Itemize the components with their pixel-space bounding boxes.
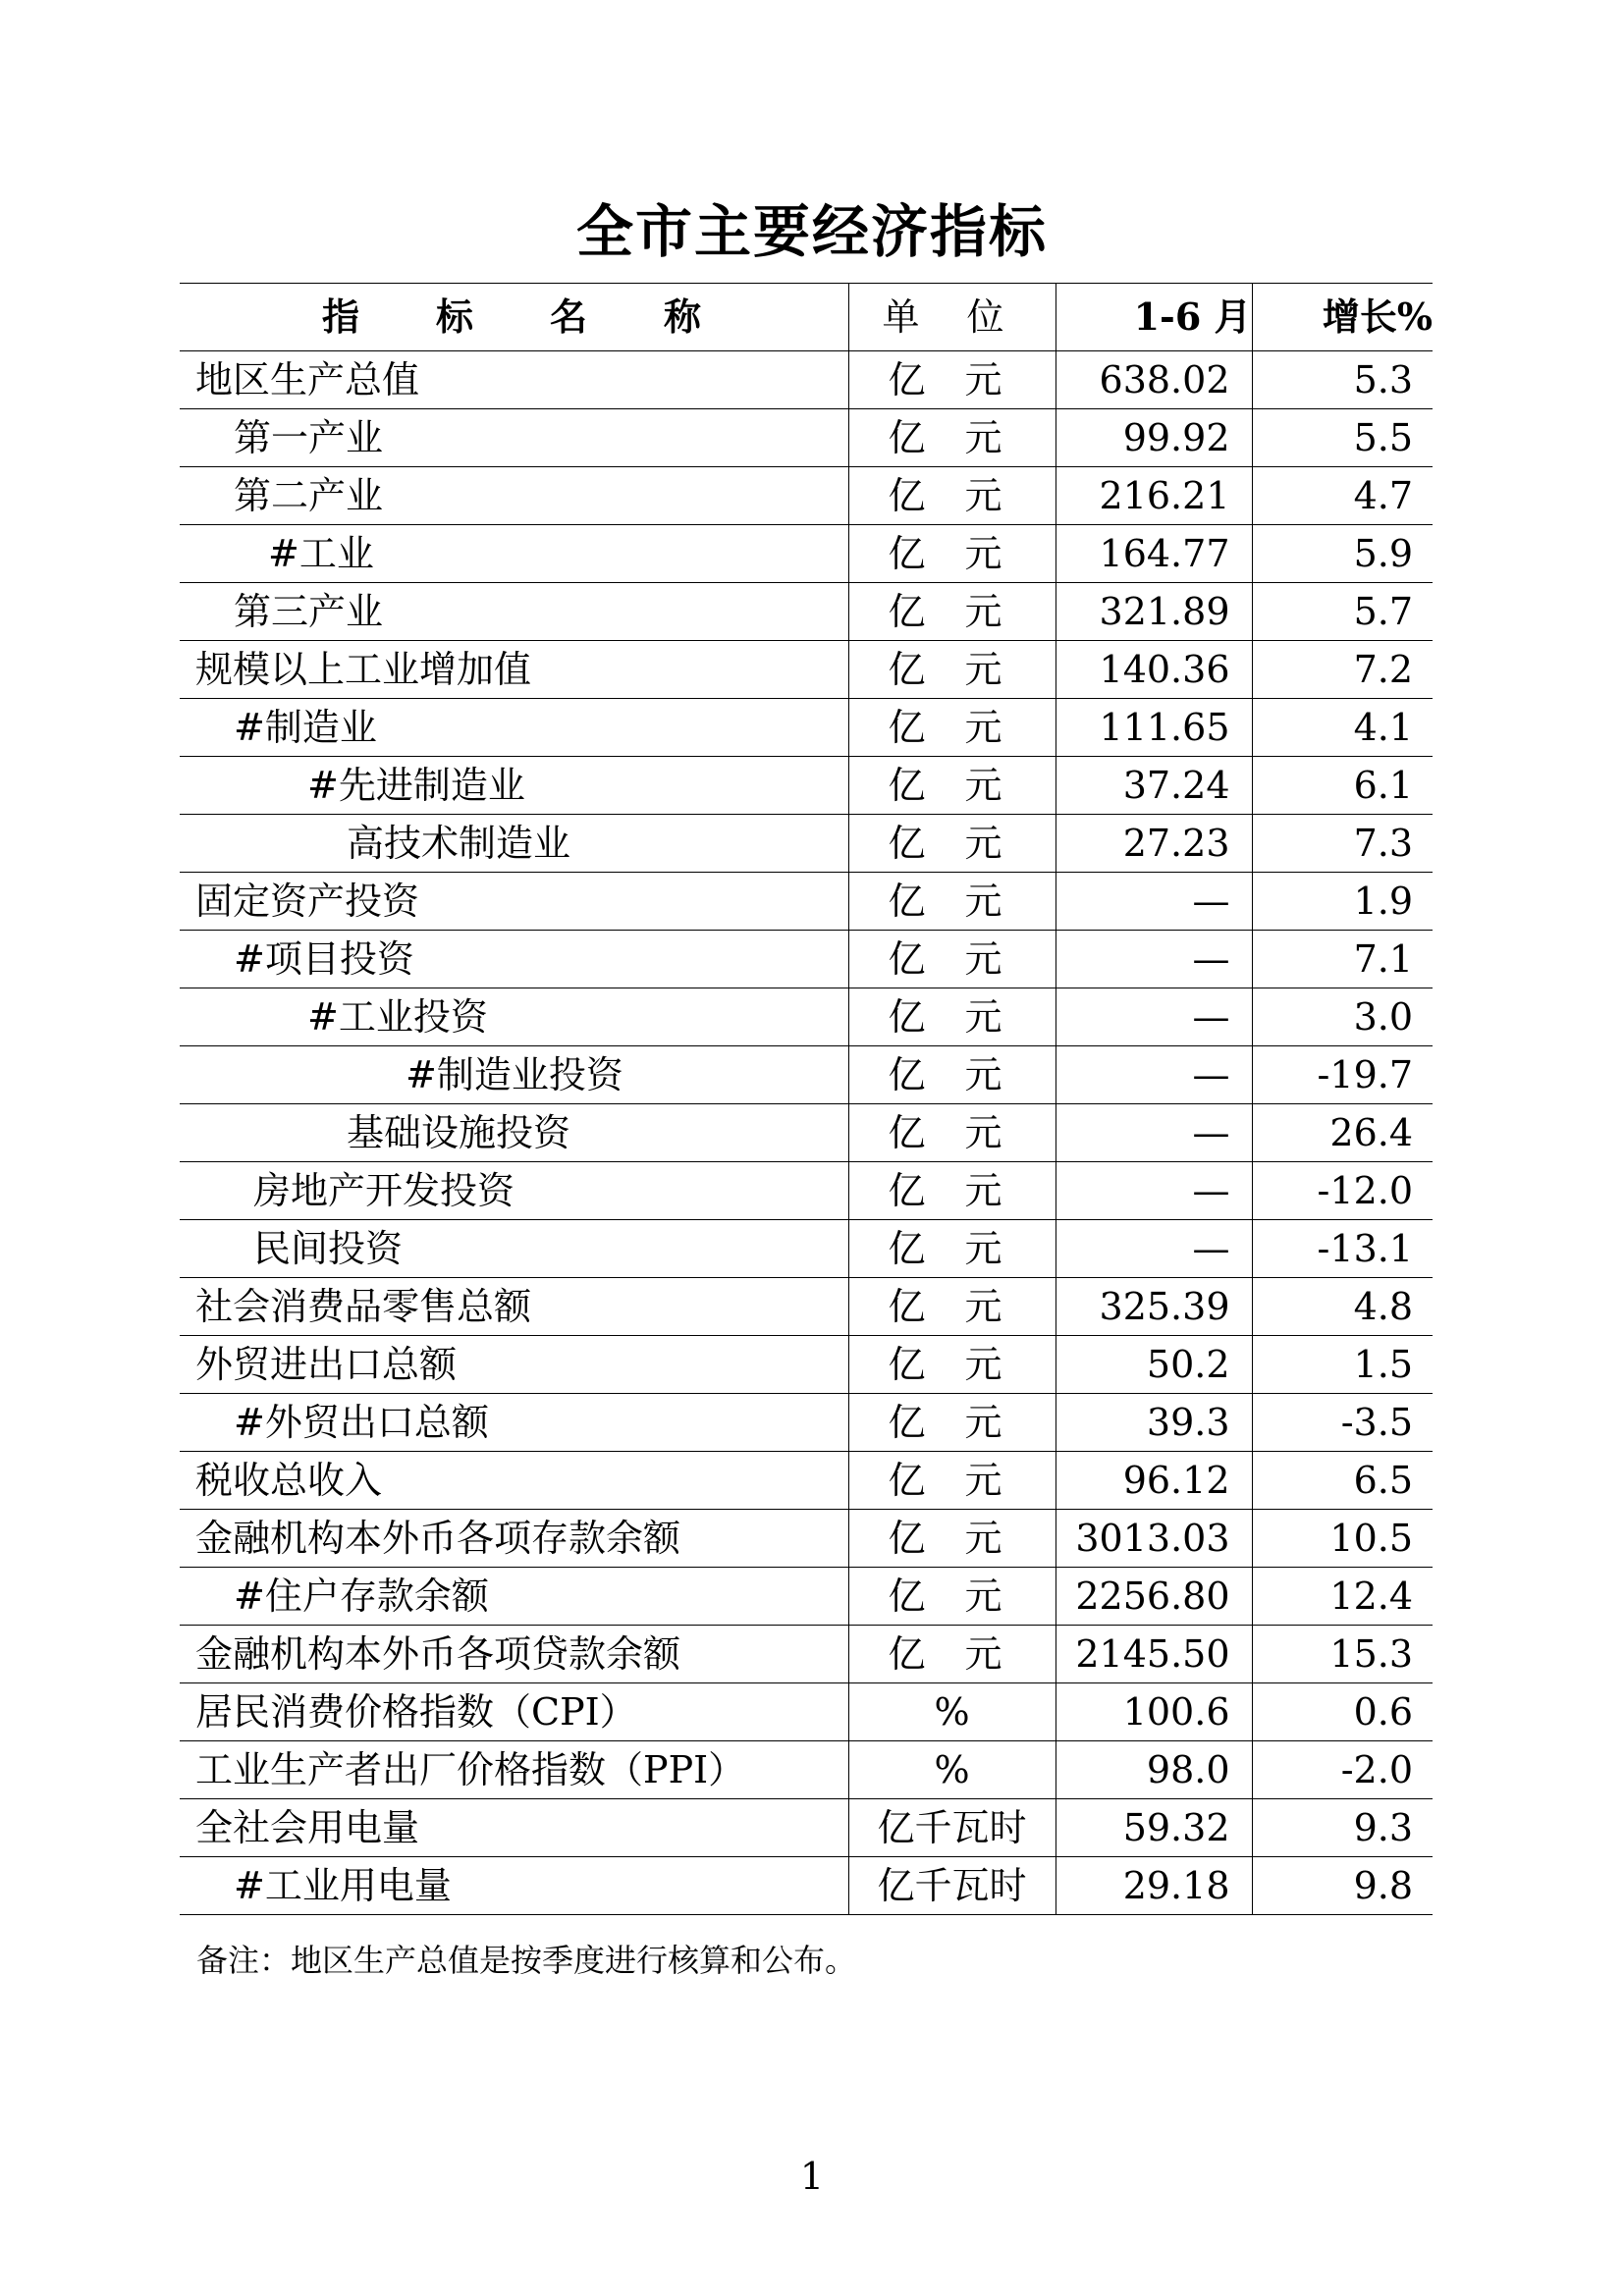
unit: 亿 元 — [848, 1046, 1056, 1104]
indicator-name: #住户存款余额 — [180, 1568, 848, 1626]
table-row — [180, 1741, 1433, 1799]
table-row — [180, 1220, 1433, 1278]
growth-rate: 7.3 — [1252, 815, 1433, 873]
table-row — [180, 409, 1433, 467]
period-value: 140.36 — [1056, 641, 1252, 699]
unit: 亿 元 — [848, 1336, 1056, 1394]
footnote: 备注：地区生产总值是按季度进行核算和公布。 — [196, 1942, 857, 1979]
table-row — [180, 1452, 1433, 1510]
unit: 亿 元 — [848, 1568, 1056, 1626]
period-value: — — [1056, 931, 1252, 988]
growth-rate: 5.3 — [1252, 351, 1433, 409]
period-value: 99.92 — [1056, 409, 1252, 467]
indicator-name: 第一产业 — [180, 409, 848, 467]
unit: 亿 元 — [848, 815, 1056, 873]
header-indicator-name — [180, 284, 848, 351]
unit: 亿 元 — [848, 1510, 1056, 1568]
table-row — [180, 1394, 1433, 1452]
header-name-char: 称 — [664, 294, 702, 339]
header-unit: 单 位 — [848, 284, 1056, 351]
table-row — [180, 1626, 1433, 1683]
growth-rate: 9.3 — [1252, 1799, 1433, 1857]
period-value: 59.32 — [1056, 1799, 1252, 1857]
header-period: 1-6 月 — [1056, 284, 1252, 351]
growth-rate: 12.4 — [1252, 1568, 1433, 1626]
table-row — [180, 1278, 1433, 1336]
period-value: 100.6 — [1056, 1683, 1252, 1741]
table-row — [180, 1568, 1433, 1626]
indicator-name: 全社会用电量 — [180, 1799, 848, 1857]
table-row — [180, 988, 1433, 1046]
indicator-name: 房地产开发投资 — [180, 1162, 848, 1220]
growth-rate: 0.6 — [1252, 1683, 1433, 1741]
period-value: 321.89 — [1056, 583, 1252, 641]
period-value: 27.23 — [1056, 815, 1252, 873]
unit: % — [848, 1683, 1056, 1741]
unit: 亿 元 — [848, 525, 1056, 583]
unit: 亿 元 — [848, 1104, 1056, 1162]
table-row — [180, 583, 1433, 641]
table-row — [180, 1857, 1433, 1915]
period-value: 111.65 — [1056, 699, 1252, 757]
table-row — [180, 757, 1433, 815]
growth-rate: 10.5 — [1252, 1510, 1433, 1568]
period-value: 216.21 — [1056, 467, 1252, 525]
unit: 亿千瓦时 — [848, 1857, 1056, 1915]
unit: 亿 元 — [848, 1278, 1056, 1336]
period-value: — — [1056, 1220, 1252, 1278]
unit: 亿 元 — [848, 931, 1056, 988]
table-row — [180, 699, 1433, 757]
period-value: — — [1056, 1162, 1252, 1220]
indicator-name: 规模以上工业增加值 — [180, 641, 848, 699]
table-row — [180, 1683, 1433, 1741]
unit: 亿 元 — [848, 1162, 1056, 1220]
indicator-name: 基础设施投资 — [180, 1104, 848, 1162]
table-row — [180, 931, 1433, 988]
unit: 亿 元 — [848, 1626, 1056, 1683]
growth-rate: 5.9 — [1252, 525, 1433, 583]
unit: 亿 元 — [848, 1220, 1056, 1278]
indicator-name: 居民消费价格指数（CPI） — [180, 1683, 848, 1741]
period-value: — — [1056, 1046, 1252, 1104]
period-value: 3013.03 — [1056, 1510, 1252, 1568]
growth-rate: 15.3 — [1252, 1626, 1433, 1683]
period-value: — — [1056, 873, 1252, 931]
indicator-name: #项目投资 — [180, 931, 848, 988]
unit: 亿 元 — [848, 873, 1056, 931]
growth-rate: 5.7 — [1252, 583, 1433, 641]
table-row — [180, 1510, 1433, 1568]
growth-rate: 3.0 — [1252, 988, 1433, 1046]
growth-rate: -2.0 — [1252, 1741, 1433, 1799]
unit: 亿 元 — [848, 467, 1056, 525]
table-row — [180, 815, 1433, 873]
growth-rate: 7.2 — [1252, 641, 1433, 699]
indicator-name: #工业投资 — [180, 988, 848, 1046]
unit: 亿千瓦时 — [848, 1799, 1056, 1857]
table-row — [180, 873, 1433, 931]
page-title: 全市主要经济指标 — [575, 198, 1048, 265]
indicator-name: 社会消费品零售总额 — [180, 1278, 848, 1336]
table-row — [180, 525, 1433, 583]
growth-rate: 9.8 — [1252, 1857, 1433, 1915]
indicator-name: 民间投资 — [180, 1220, 848, 1278]
indicator-name: 高技术制造业 — [180, 815, 848, 873]
period-value: 96.12 — [1056, 1452, 1252, 1510]
table-row — [180, 1162, 1433, 1220]
indicator-name: #先进制造业 — [180, 757, 848, 815]
growth-rate: 6.1 — [1252, 757, 1433, 815]
indicator-name: 税收总收入 — [180, 1452, 848, 1510]
indicator-name: 金融机构本外币各项贷款余额 — [180, 1626, 848, 1683]
header-name-char: 标 — [436, 294, 474, 339]
indicator-name: #制造业 — [180, 699, 848, 757]
period-value: 39.3 — [1056, 1394, 1252, 1452]
period-value: 29.18 — [1056, 1857, 1252, 1915]
period-value: — — [1056, 1104, 1252, 1162]
period-value: 98.0 — [1056, 1741, 1252, 1799]
header-growth: 增长% — [1252, 284, 1433, 351]
unit: 亿 元 — [848, 1452, 1056, 1510]
unit: 亿 元 — [848, 641, 1056, 699]
indicator-name: #工业用电量 — [180, 1857, 848, 1915]
unit: 亿 元 — [848, 583, 1056, 641]
period-value: 2256.80 — [1056, 1568, 1252, 1626]
table-row — [180, 1336, 1433, 1394]
growth-rate: -19.7 — [1252, 1046, 1433, 1104]
table-row — [180, 641, 1433, 699]
unit: 亿 元 — [848, 409, 1056, 467]
indicator-name: 第三产业 — [180, 583, 848, 641]
period-value: 638.02 — [1056, 351, 1252, 409]
indicator-table — [180, 283, 1433, 1915]
growth-rate: 5.5 — [1252, 409, 1433, 467]
growth-rate: -12.0 — [1252, 1162, 1433, 1220]
indicator-name: #外贸出口总额 — [180, 1394, 848, 1452]
header-name-char: 指 — [322, 294, 360, 339]
indicator-name: 工业生产者出厂价格指数（PPI） — [180, 1741, 848, 1799]
indicator-name: 固定资产投资 — [180, 873, 848, 931]
header-name-char: 名 — [550, 294, 588, 339]
growth-rate: 4.8 — [1252, 1278, 1433, 1336]
table-row — [180, 467, 1433, 525]
table-row — [180, 351, 1433, 409]
indicator-name: #制造业投资 — [180, 1046, 848, 1104]
growth-rate: -3.5 — [1252, 1394, 1433, 1452]
unit: 亿 元 — [848, 351, 1056, 409]
unit: 亿 元 — [848, 988, 1056, 1046]
period-value: 325.39 — [1056, 1278, 1252, 1336]
indicator-name: 外贸进出口总额 — [180, 1336, 848, 1394]
table-row — [180, 1046, 1433, 1104]
period-value: 50.2 — [1056, 1336, 1252, 1394]
table-row — [180, 1799, 1433, 1857]
growth-rate: 4.7 — [1252, 467, 1433, 525]
unit: % — [848, 1741, 1056, 1799]
growth-rate: 26.4 — [1252, 1104, 1433, 1162]
unit: 亿 元 — [848, 1394, 1056, 1452]
unit: 亿 元 — [848, 757, 1056, 815]
growth-rate: -13.1 — [1252, 1220, 1433, 1278]
unit: 亿 元 — [848, 699, 1056, 757]
growth-rate: 1.5 — [1252, 1336, 1433, 1394]
growth-rate: 6.5 — [1252, 1452, 1433, 1510]
page-number: 1 — [799, 2155, 825, 2198]
indicator-name: 第二产业 — [180, 467, 848, 525]
period-value: 164.77 — [1056, 525, 1252, 583]
growth-rate: 4.1 — [1252, 699, 1433, 757]
growth-rate: 1.9 — [1252, 873, 1433, 931]
indicator-name: #工业 — [180, 525, 848, 583]
period-value: 37.24 — [1056, 757, 1252, 815]
indicator-name: 金融机构本外币各项存款余额 — [180, 1510, 848, 1568]
table-row — [180, 1104, 1433, 1162]
growth-rate: 7.1 — [1252, 931, 1433, 988]
table-header-row — [180, 284, 1433, 351]
indicator-name: 地区生产总值 — [180, 351, 848, 409]
period-value: 2145.50 — [1056, 1626, 1252, 1683]
period-value: — — [1056, 988, 1252, 1046]
